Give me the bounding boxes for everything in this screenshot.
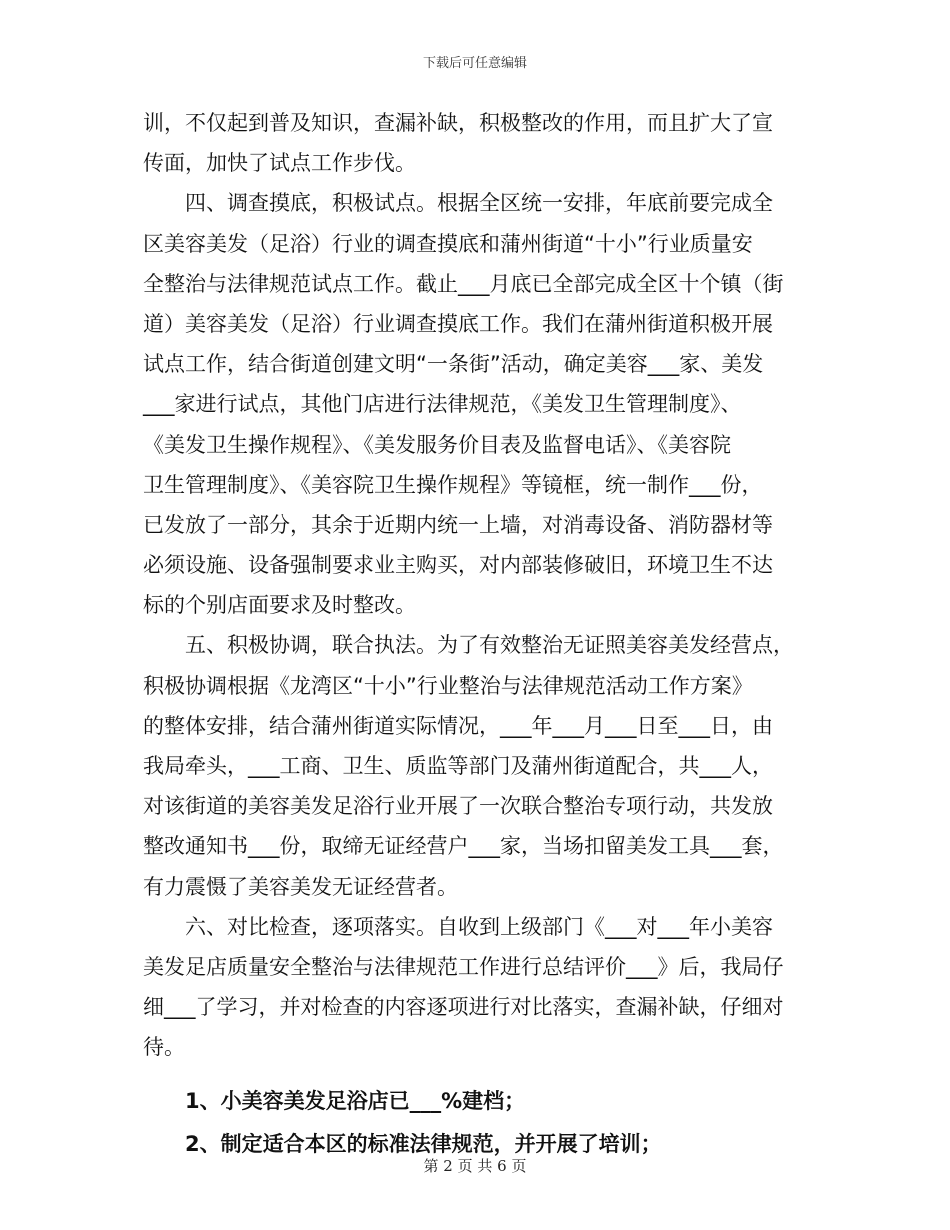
text-line: 整改通知书___份，取缔无证经营户___家，当场扣留美发工具___套， [143,834,784,859]
text-line: 美发足店质量安全整治与法律规范工作进行总结评价___》后，我局仔 [143,954,784,979]
text-line: 标的个别店面要求及时整改。 [143,593,416,618]
paragraph [143,183,811,625]
document-body [143,103,811,1166]
text-line: 积极协调根据《龙湾区“十小”行业整治与法律规范活动工作方案》 [143,673,753,698]
text-line: 卫生管理制度》、《美容院卫生操作规程》等镜框，统一制作___份， [143,472,763,497]
text-line: 五、积极协调，联合执法。为了有效整治无证照美容美发经营点， [185,633,794,658]
text-line: 《美发卫生操作规程》、《美发服务价目表及监督电话》、《美容院 [143,432,731,457]
text-line: 必须设施、设备强制要求业主购买，对内部装修破旧，环境卫生不达 [143,553,773,578]
text-line: 有力震慑了美容美发无证经营者。 [143,874,458,899]
paragraph [143,625,811,906]
text-line: 细___了学习，并对检查的内容逐项进行对比落实，查漏补缺，仔细对 [143,995,784,1020]
text-line: 六、对比检查，逐项落实。自收到上级部门《___对___年小美容 [185,914,773,939]
spacer [143,1068,811,1080]
text-line: 道）美容美发（足浴）行业调查摸底工作。我们在蒲州街道积极开展 [143,311,773,336]
text-line: 全整治与法律规范试点工作。截止___月底已全部完成全区十个镇（街 [143,271,784,296]
text-line: 我局牵头，___工商、卫生、质监等部门及蒲州街道配合，共___人， [143,754,773,778]
page-header: 下载后可任意编辑 [422,56,527,71]
text-line: 的整体安排，结合蒲州街道实际情况，___年___月___日至___日，由 [143,713,773,738]
text-line: 训，不仅起到普及知识，查漏补缺，积极整改的作用，而且扩大了宣 [143,111,773,135]
page-footer: 第 2 页 共 6 页 [423,1157,527,1175]
list-item: 2、制定适合本区的标准法律规范，并开展了培训； [185,1131,662,1156]
paragraph [143,907,811,1068]
text-line: 传面，加快了试点工作步伐。 [143,151,416,176]
list-item: 1、小美容美发足浴店已___%建档； [185,1088,526,1113]
text-line: 对该街道的美容美发足浴行业开展了一次联合整治专项行动，共发放 [143,794,773,819]
paragraph [143,103,811,183]
bold-list [143,1080,811,1166]
text-line: 区美容美发（足浴）行业的调查摸底和蒲州街道“十小”行业质量安 [143,231,753,256]
text-line: 待。 [143,1035,185,1060]
text-line: 四、调查摸底，积极试点。根据全区统一安排，年底前要完成全 [185,191,773,216]
text-line: ___家进行试点，其他门店进行法律规范，《美发卫生管理制度》、 [143,392,742,417]
text-line: 试点工作，结合街道创建文明“一条街”活动，确定美容___家、美发 [143,352,764,377]
text-line: 已发放了一部分，其余于近期内统一上墙，对消毒设备、消防器材等 [143,512,773,537]
